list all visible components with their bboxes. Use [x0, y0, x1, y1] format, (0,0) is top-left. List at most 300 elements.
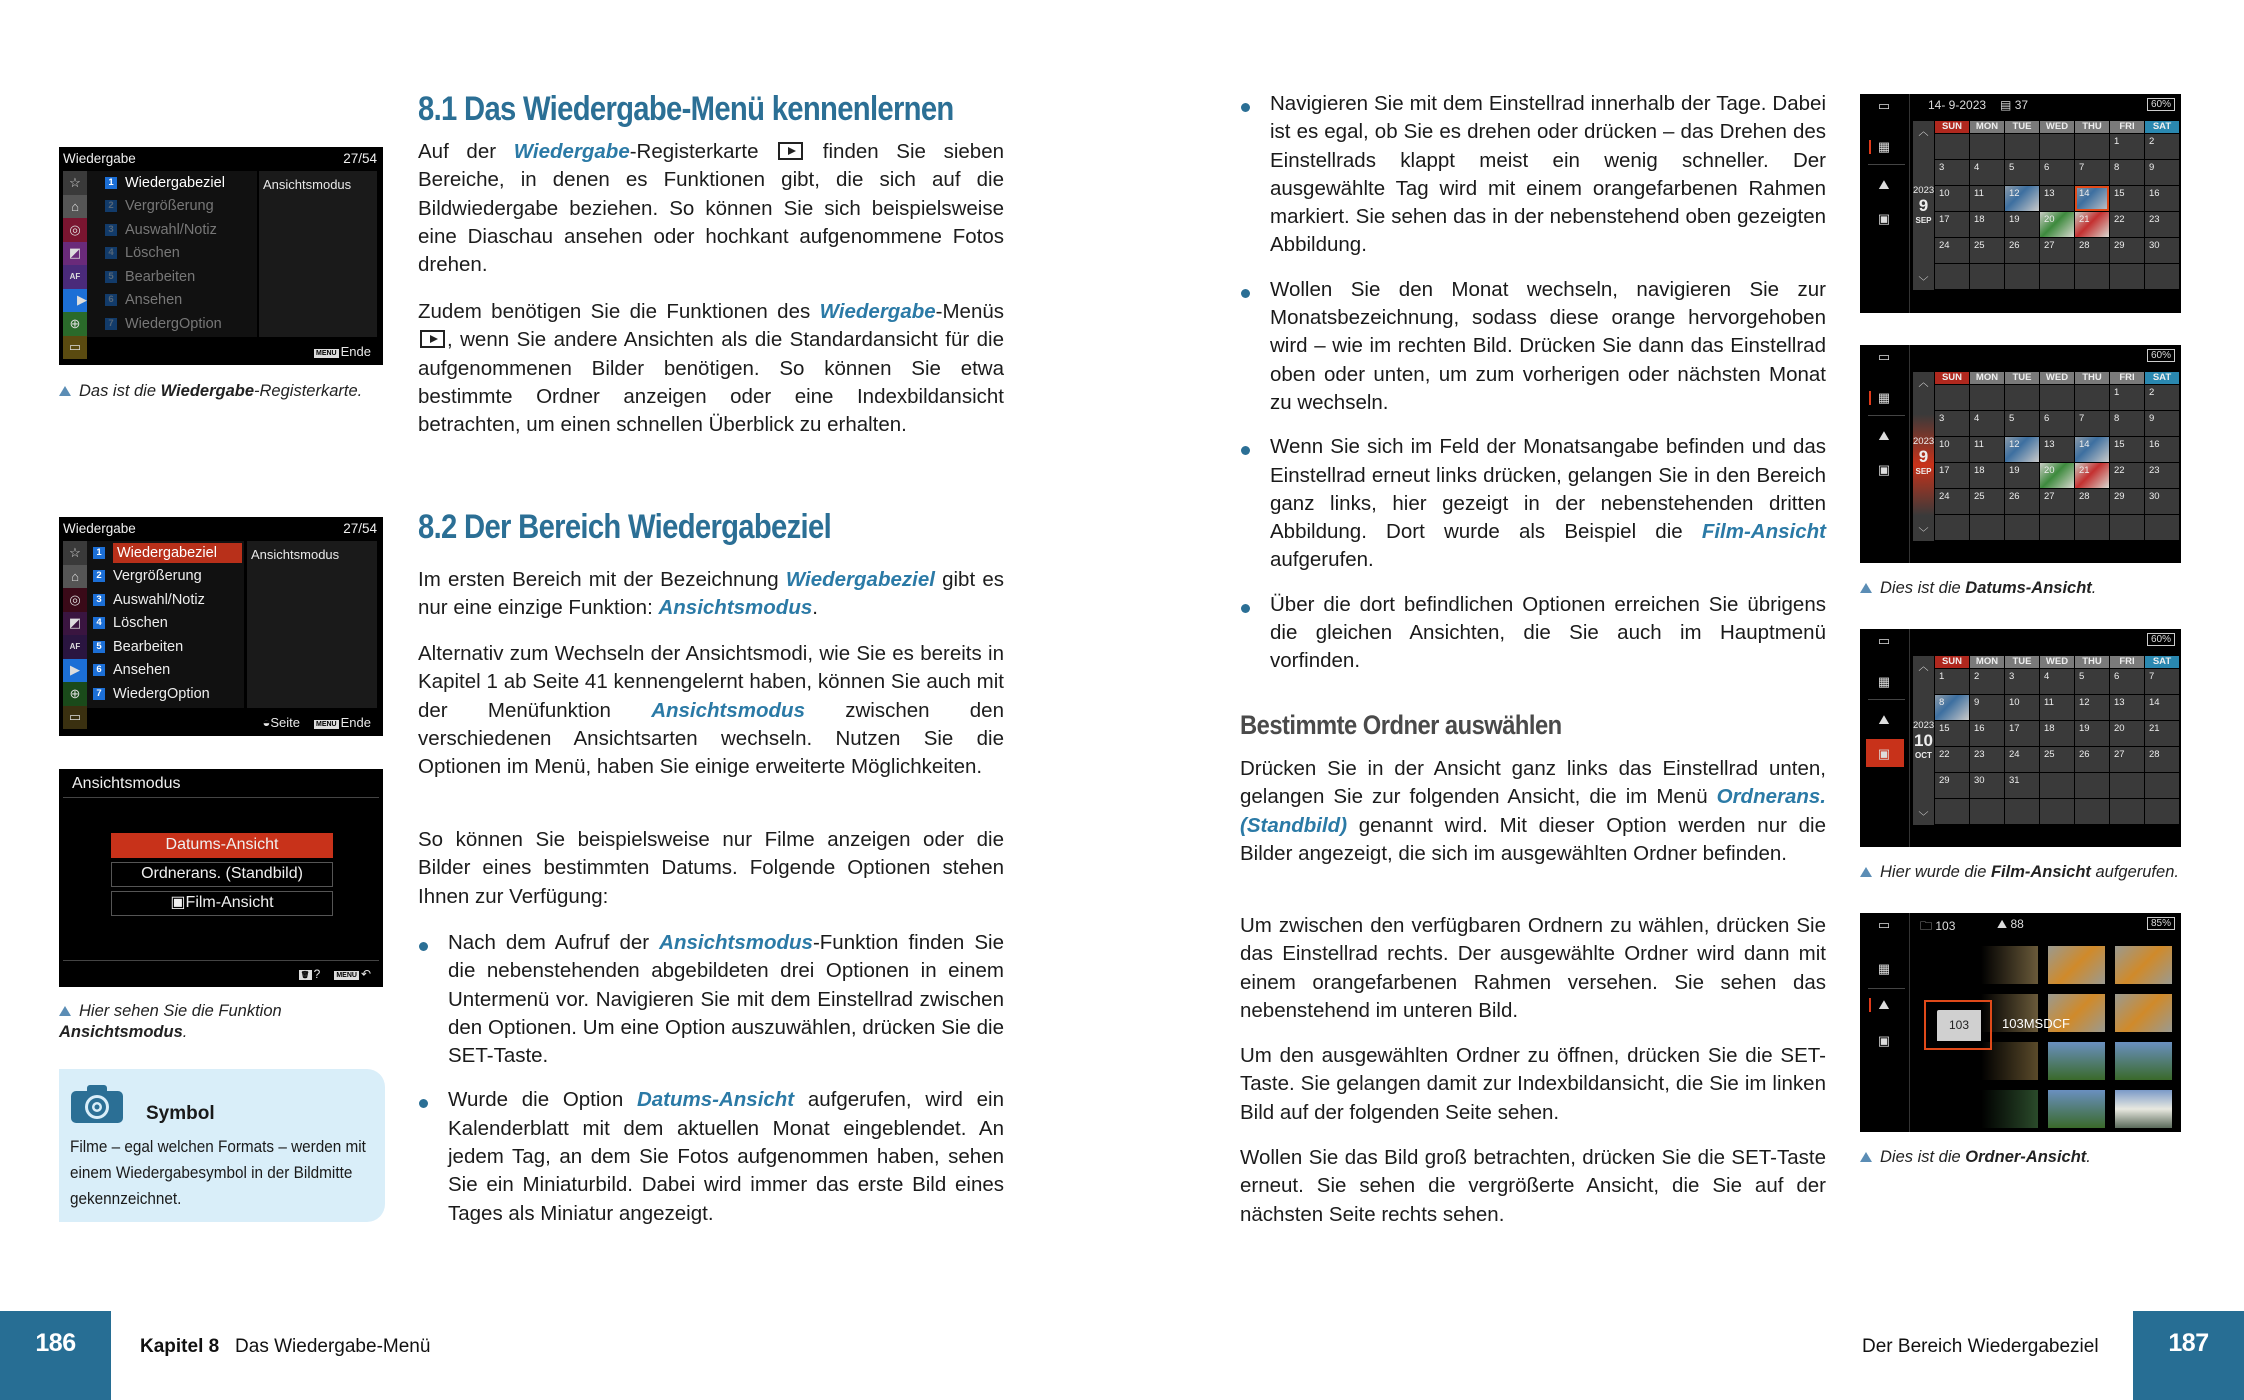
thumbnail[interactable] [2048, 1042, 2105, 1080]
calendar-day[interactable]: 23 [1970, 747, 2004, 772]
paragraph: Um zwischen den verfügbaren Ordnern zu wählen, drücken Sie das Einstellrad rechts. Der ausgewählte Ordner wird dann mit einem orangefarbenen Rahmen versehen. Sie sehen das nebenstehend im unteren Bild. [1240, 914, 1826, 1022]
weekday-header: SAT [2145, 121, 2179, 133]
thumbnail[interactable] [2048, 946, 2105, 984]
bullet-item: Wenn Sie sich im Feld der Monatsangabe befinden und das Einstellrad erneut links drücken, gelangen Sie in den Bereich ganz links, hier gezeigt in der nebenstehenden dritten Abbildung. Dort wurde als Beispiel die Film-Ansicht aufgerufen. [1240, 433, 1826, 574]
image-count: ▤ 37 [2000, 98, 2029, 112]
calendar-grid [1935, 656, 2179, 824]
calendar-day[interactable]: 29 [1935, 773, 1969, 798]
calendar-day[interactable]: 21 [2075, 463, 2109, 488]
bullet-list [418, 929, 1004, 1244]
calendar-day [2145, 799, 2179, 824]
calendar-day [2040, 773, 2074, 798]
image-count: ⛰ 88 [1997, 917, 2024, 931]
calendar-icon[interactable]: ▦ [1877, 139, 1891, 154]
calendar-day[interactable]: 2 [1970, 669, 2004, 694]
menu-sub-items: Ansichtsmodus [247, 541, 377, 708]
figure-caption: Hier wurde die Film-Ansicht aufgerufen. [1860, 862, 2200, 883]
figure-caption: Dies ist die Ordner-Ansicht. [1860, 1147, 2190, 1168]
calendar-day [2075, 264, 2109, 289]
page-number-left: 186 [0, 1311, 111, 1400]
chevron-down-icon[interactable]: ﹀ [1918, 277, 1929, 288]
calendar-day[interactable]: 5 [2005, 411, 2039, 436]
menu-button-icon: MENU [316, 350, 337, 357]
calendar-icon[interactable]: ▦ [1877, 390, 1891, 405]
calendar-day [2005, 515, 2039, 540]
calendar-day [2145, 515, 2179, 540]
folder-number: 🗀 103 [1920, 919, 1956, 933]
calendar-day[interactable]: 9 [1970, 695, 2004, 720]
calendar-day[interactable]: 5 [2005, 160, 2039, 185]
calendar-day[interactable]: 24 [2005, 747, 2039, 772]
calendar-day [2005, 385, 2039, 410]
calendar-day[interactable]: 7 [2145, 669, 2179, 694]
figure-caption: Das ist die Wiedergabe-Registerkarte. [59, 381, 389, 402]
paragraph: So können Sie beispielsweise nur Filme anzeigen oder die Bilder eines bestimmten Datums. Folgende Optionen stehen Ihnen zur Verfügung: [418, 828, 1004, 908]
weekday-header: TUE [2005, 372, 2039, 384]
film-icon: ▣ [170, 894, 186, 911]
calendar-day [2110, 515, 2144, 540]
figure-calendar-day-selected [1860, 94, 2181, 313]
paragraph: Im ersten Bereich mit der Bezeichnung Wiedergabeziel gibt es nur eine einzige Funktion: Ansichtsmodus. [418, 568, 1004, 620]
calendar-day[interactable]: 4 [2040, 669, 2074, 694]
weekday-header: SUN [1935, 656, 1969, 668]
calendar-day[interactable]: 1 [1935, 669, 1969, 694]
weekday-header: THU [2075, 121, 2109, 133]
chevron-up-icon[interactable]: ︿ [1918, 662, 1929, 673]
image-icon[interactable]: ⛰ [1878, 997, 1890, 1012]
memory-card-icon: ▭ [1877, 98, 1891, 113]
weekday-header: FRI [2110, 121, 2144, 133]
image-icon[interactable]: ⛰ [1878, 177, 1890, 192]
menu-item[interactable]: 7 WiedergOption [87, 682, 244, 706]
calendar-day[interactable]: 10 [1935, 186, 1969, 211]
calendar-day[interactable]: 3 [1935, 411, 1969, 436]
menu-item[interactable]: 4 Löschen [87, 242, 257, 266]
calendar-day[interactable]: 25 [2040, 747, 2074, 772]
calendar-day[interactable]: 23 [2145, 463, 2179, 488]
menu-sub-items: Ansichtsmodus [259, 171, 377, 337]
menu-page-count: 27/54 [343, 521, 377, 536]
calendar-day[interactable]: 30 [2145, 238, 2179, 263]
menu-item-selected[interactable]: 1 Wiedergabeziel [87, 541, 244, 565]
paragraph: Alternativ zum Wechseln der Ansichtsmodi, wie Sie es bereits in Kapitel 1 ab Seite 41 kennengelernt haben, können Sie auch mit der Menüfunktion Ansichtsmodus zwischen den verschiedenen Ansichtsarten wechseln. Nutzen Sie die Optionen im Menü, haben Sie einige erweiterte Möglichkeiten. [418, 642, 1004, 779]
calendar-day[interactable]: 12 [2005, 186, 2039, 211]
figure-ansichtsmodus [59, 769, 383, 987]
calendar-day[interactable]: 3 [2005, 669, 2039, 694]
calendar-day[interactable]: 21 [2075, 212, 2109, 237]
menu-page-count: 27/54 [343, 151, 377, 166]
calendar-day[interactable]: 8 [2110, 160, 2144, 185]
calendar-day[interactable]: 15 [2110, 186, 2144, 211]
weekday-header: TUE [2005, 656, 2039, 668]
calendar-icon[interactable]: ▦ [1877, 961, 1891, 976]
paragraph: Drücken Sie in der Ansicht ganz links das Einstellrad unten, gelangen Sie zur folgenden Ansicht, die im Menü Ordnerans. (Standbild) genannt wird. Mit dieser Option werden nur die Bilder angezeigt, die sich im ausgewählten Ordner befinden. [1240, 757, 1826, 865]
star-icon: ☆ [63, 541, 87, 565]
calendar-day[interactable]: 3 [1935, 160, 1969, 185]
af-mf-icon: AF [63, 265, 87, 289]
menu-item[interactable]: 3 Auswahl/Notiz [87, 218, 257, 242]
figure-calendar-month-selected [1860, 345, 2181, 563]
calendar-day[interactable]: 2 [2145, 385, 2179, 410]
calendar-day [1935, 515, 1969, 540]
calendar-grid [1935, 121, 2179, 289]
toolbox-icon: ▭ [63, 336, 87, 360]
menu-item[interactable]: 5 Bearbeiten [87, 635, 244, 659]
folder-icon: 103 [1937, 1010, 1981, 1041]
calendar-day [1935, 799, 1969, 824]
month-selector[interactable]: ︿ 2023 10 OCT ﹀ [1913, 656, 1934, 825]
calendar-day[interactable]: 12 [2075, 695, 2109, 720]
weekday-header: MON [1970, 372, 2004, 384]
thumbnail[interactable] [2048, 1090, 2105, 1128]
calendar-day [2005, 134, 2039, 159]
playback-icon [420, 330, 445, 348]
chevron-up-icon[interactable]: ︿ [1918, 378, 1929, 389]
calendar-day[interactable]: 20 [2110, 721, 2144, 746]
triangle-icon [1860, 583, 1872, 593]
weekday-header: SAT [2145, 372, 2179, 384]
calendar-day [2145, 264, 2179, 289]
selection-marker [1869, 998, 1871, 1012]
bullet-list [1240, 90, 1826, 692]
triangle-icon [1860, 867, 1872, 877]
calendar-day[interactable]: 6 [2040, 160, 2074, 185]
weekday-header: WED [2040, 121, 2074, 133]
battery-indicator: 60% [2147, 98, 2175, 111]
thumbnail[interactable] [2115, 994, 2172, 1032]
calendar-day [1970, 264, 2004, 289]
menu-items [87, 541, 244, 708]
calendar-day[interactable]: 20 [2040, 212, 2074, 237]
weekday-header: WED [2040, 372, 2074, 384]
calendar-day[interactable]: 8 [2110, 411, 2144, 436]
calendar-day[interactable]: 24 [1935, 238, 1969, 263]
selection-marker [1869, 391, 1871, 405]
image-icon: ⛰ [1997, 917, 2008, 931]
option-film-ansicht[interactable]: ▣Film-Ansicht [111, 891, 333, 916]
calendar-day[interactable]: 17 [2005, 721, 2039, 746]
figure-caption: Hier sehen Sie die Funktion Ansichtsmodus. [59, 1002, 282, 1041]
calendar-day [2110, 799, 2144, 824]
thumbnail[interactable] [1981, 1090, 2038, 1128]
submenu-footer: 🗑 ? MENU ↶ [300, 967, 371, 981]
calendar-day[interactable]: 30 [2145, 489, 2179, 514]
calendar-day[interactable]: 27 [2110, 747, 2144, 772]
battery-indicator: 85% [2147, 917, 2175, 930]
calendar-day [2005, 799, 2039, 824]
calendar-day[interactable]: 6 [2110, 669, 2144, 694]
calendar-day [1935, 134, 1969, 159]
bullet-item: Wollen Sie den Monat wechseln, navigieren Sie zur Monatsbezeichnung, sodass diese orange hervorgehoben wird – wie im rechten Bild. Drücken Sie dann das Einstellrad oben oder unten, um zum vorherigen oder nächsten Monat zu wechseln. [1240, 276, 1826, 417]
calendar-day [2040, 385, 2074, 410]
menu-item[interactable]: 7 WiedergOption [87, 312, 257, 336]
calendar-day[interactable]: 18 [1970, 212, 2004, 237]
menu-item[interactable]: 1 Wiedergabeziel [87, 171, 257, 195]
paragraph: Wollen Sie das Bild groß betrachten, drücken Sie die SET-Taste erneut. Sie sehen die vergrößerte Ansicht, die Sie auf der nächsten Seite rechts sehen. [1240, 1146, 1826, 1226]
calendar-icon[interactable]: ▦ [1877, 674, 1891, 689]
calendar-day[interactable]: 12 [2005, 437, 2039, 462]
calendar-day [2145, 773, 2179, 798]
triangle-icon [1860, 1152, 1872, 1162]
calendar-day [2110, 264, 2144, 289]
memory-card-icon: ▭ [1877, 917, 1891, 932]
calendar-day[interactable]: 13 [2040, 186, 2074, 211]
section-heading-8-2: 8.2 Der Bereich Wiedergabeziel [418, 508, 832, 546]
menu-footer: ◒Seite MENU Ende [262, 715, 371, 730]
selected-folder-frame[interactable] [1924, 1000, 1992, 1050]
weekday-header: TUE [2005, 121, 2039, 133]
calendar-day[interactable]: 26 [2005, 238, 2039, 263]
calendar-day[interactable]: 9 [2145, 160, 2179, 185]
thumbnail[interactable] [2115, 946, 2172, 984]
calendar-day[interactable]: 15 [2110, 437, 2144, 462]
calendar-day[interactable]: 25 [1970, 489, 2004, 514]
chevron-down-icon[interactable]: ﹀ [1918, 528, 1929, 539]
figure-wiedergabeziel-selected [59, 517, 383, 736]
calendar-day[interactable]: 7 [2075, 160, 2109, 185]
calendar-day[interactable]: 4 [1970, 160, 2004, 185]
thumbnail[interactable] [2115, 1042, 2172, 1080]
calendar-day[interactable]: 19 [2005, 212, 2039, 237]
calendar-day[interactable]: 26 [2005, 489, 2039, 514]
info-box-text: Filme – egal welchen Formats – werden mit einem Wiedergabesymbol in der Bildmitte gekennzeichnet. [70, 1137, 366, 1208]
film-icon[interactable]: ▣ [1877, 211, 1891, 226]
menu-tab-strip [63, 171, 87, 359]
calendar-day [2075, 773, 2109, 798]
info-box-title: Symbol [146, 1103, 215, 1124]
film-icon[interactable]: ▣ [1877, 462, 1891, 477]
calendar-day [1970, 799, 2004, 824]
menu-item[interactable]: 6 Ansehen [87, 289, 257, 313]
menu-title: Wiedergabe [63, 151, 136, 166]
memory-card-icon: ▭ [1877, 633, 1891, 648]
calendar-day [1970, 134, 2004, 159]
menu-footer: MENU Ende [316, 344, 371, 359]
running-head-right: Der Bereich Wiedergabeziel [1862, 1336, 2099, 1357]
calendar-day[interactable]: 29 [2110, 489, 2144, 514]
subheading: Bestimmte Ordner auswählen [1240, 710, 1562, 740]
menu-item[interactable]: 5 Bearbeiten [87, 265, 257, 289]
calendar-day[interactable]: 7 [2075, 411, 2109, 436]
image-icon[interactable]: ⛰ [1878, 712, 1890, 727]
menu-title: Wiedergabe [63, 521, 136, 536]
menu-item[interactable]: 4 Löschen [87, 612, 244, 636]
menu-button-icon: MENU [316, 721, 337, 728]
calendar-day [1970, 515, 2004, 540]
calendar-day [2075, 515, 2109, 540]
menu-item[interactable]: 2 Vergrößerung [87, 195, 257, 219]
home-icon: ⌂ [63, 195, 87, 219]
option-ordneransicht[interactable]: Ordnerans. (Standbild) [111, 862, 333, 887]
menu-tab-strip [63, 541, 87, 729]
playback-icon: ▶ [63, 289, 101, 313]
memory-card-icon: ▭ [1877, 349, 1891, 364]
current-date: 14- 9-2023 [1928, 98, 1987, 112]
calendar-day [2075, 799, 2109, 824]
network-icon: ⊕ [63, 682, 87, 706]
paragraph: Auf der Wiedergabe-Registerkarte finden Sie sieben Bereiche, in denen es Funktionen gibt, die sich auf die Bildwiedergabe beziehen. So können Sie sich beispielsweise eine Diaschau ansehen oder hochkant aufgenommene Fotos drehen. [418, 140, 1005, 277]
calendar-day [1935, 385, 1969, 410]
calendar-day[interactable]: 28 [2145, 747, 2179, 772]
network-icon: ⊕ [63, 312, 87, 336]
calendar-day[interactable]: 4 [1970, 411, 2004, 436]
calendar-day[interactable]: 24 [1935, 489, 1969, 514]
calendar-day[interactable]: 14 [2145, 695, 2179, 720]
af-mf-icon: AF [63, 635, 87, 659]
figure-wiedergabe-menu-tab [59, 147, 383, 365]
month-selector-highlighted[interactable]: ︿ 2023 9 SEP ﹀ [1913, 372, 1934, 541]
calendar-day[interactable]: 26 [2075, 747, 2109, 772]
weekday-header: MON [1970, 121, 2004, 133]
bullet-item: Wurde die Option Datums-Ansicht aufgerufen, wird ein Kalenderblatt mit dem aktuellen Monat eingeblendet. An jedem Tag, an dem Sie Fotos aufgenommen haben, sehen Sie ein Miniaturbild. Dabei wird immer das erste Bild eines Tages als Miniatur angezeigt. [418, 1086, 1004, 1227]
toolbox-icon: ▭ [63, 706, 87, 730]
figure-calendar-film-view [1860, 629, 2181, 847]
calendar-day[interactable]: 10 [1935, 437, 1969, 462]
calendar-day[interactable]: 22 [2110, 212, 2144, 237]
info-box [59, 1069, 385, 1222]
calendar-day [2040, 799, 2074, 824]
chevron-down-icon[interactable]: ﹀ [1918, 812, 1929, 823]
exposure-icon: ◩ [63, 612, 87, 636]
thumbnail[interactable] [1981, 946, 2038, 984]
paragraph: Zudem benötigen Sie die Funktionen des Wiedergabe-Menüs , wenn Sie andere Ansichten als die Standardansicht für die aufgenommenen Bilder benötigen. So können Sie etwa bestimmte Ordner anzeigen oder eine Indexbildansicht betrachten, um einen schnellen Überblick zu erhalten. [418, 300, 1004, 437]
divider [63, 797, 379, 798]
back-icon: ↶ [360, 967, 371, 981]
calendar-day[interactable]: 28 [2075, 489, 2109, 514]
calendar-day[interactable]: 14 [2075, 186, 2109, 211]
camera-icon: ◎ [63, 588, 87, 612]
calendar-day[interactable]: 9 [2145, 411, 2179, 436]
calendar-day[interactable]: 15 [1935, 721, 1969, 746]
calendar-day[interactable]: 27 [2040, 489, 2074, 514]
menu-item[interactable]: 3 Auswahl/Notiz [87, 588, 244, 612]
calendar-day[interactable]: 13 [2040, 437, 2074, 462]
calendar-day [2040, 264, 2074, 289]
calendar-day[interactable]: 8 [1935, 695, 1969, 720]
camera-icon [71, 1083, 123, 1123]
calendar-day[interactable]: 1 [2110, 385, 2144, 410]
weekday-header: FRI [2110, 372, 2144, 384]
calendar-day[interactable]: 23 [2145, 212, 2179, 237]
triangle-icon [59, 386, 71, 396]
calendar-day[interactable]: 21 [2145, 721, 2179, 746]
bullet-item: Navigieren Sie mit dem Einstellrad innerhalb der Tage. Dabei ist es egal, ob Sie es drehen oder drücken – das Drehen des Einstellrads klappt meist ein wenig schneller. Der ausgewählte Tag wird mit einem orangefarbenen Rahmen markiert. Sie sehen das in der nebenstehend oben gezeigten Abbildung. [1240, 90, 1826, 260]
home-icon: ⌂ [63, 565, 87, 589]
playback-icon: ▶ [63, 659, 87, 683]
calendar-day [2040, 134, 2074, 159]
image-icon[interactable]: ⛰ [1878, 428, 1890, 443]
calendar-day[interactable]: 22 [2110, 463, 2144, 488]
calendar-day[interactable]: 22 [1935, 747, 1969, 772]
month-selector[interactable]: ︿ 2023 9 SEP ﹀ [1913, 121, 1934, 290]
calendar-day[interactable]: 13 [2110, 695, 2144, 720]
exposure-icon: ◩ [63, 242, 87, 266]
calendar-day[interactable]: 29 [2110, 238, 2144, 263]
calendar-day[interactable]: 2 [2145, 134, 2179, 159]
battery-indicator: 60% [2147, 349, 2175, 362]
calendar-day[interactable]: 17 [1935, 463, 1969, 488]
bullet-item: Nach dem Aufruf der Ansichtsmodus-Funktion finden Sie die nebenstehenden abgebildeten drei Optionen in einem Untermenü vor. Navigieren Sie mit dem Einstellrad zwischen den Optionen. Um eine Option auszuwählen, drücken Sie die SET-Taste. [418, 929, 1004, 1070]
calendar-day[interactable]: 19 [2075, 721, 2109, 746]
section-heading-8-1: 8.1 Das Wiedergabe-Menü kennenlernen [418, 90, 954, 128]
folder-icon: 🗀 [1920, 919, 1933, 933]
calendar-day[interactable]: 16 [2145, 186, 2179, 211]
film-icon[interactable]: ▣ [1877, 1033, 1891, 1048]
calendar-day[interactable]: 5 [2075, 669, 2109, 694]
calendar-day[interactable]: 17 [1935, 212, 1969, 237]
calendar-day[interactable]: 16 [1970, 721, 2004, 746]
calendar-day[interactable]: 25 [1970, 238, 2004, 263]
dial-icon: ◒ [262, 715, 271, 730]
calendar-day[interactable]: 10 [2005, 695, 2039, 720]
trash-icon: 🗑 [300, 972, 310, 979]
calendar-day[interactable]: 11 [2040, 695, 2074, 720]
calendar-day[interactable]: 27 [2040, 238, 2074, 263]
weekday-header: THU [2075, 372, 2109, 384]
film-icon[interactable]: ▣ [1877, 746, 1891, 761]
weekday-header: SUN [1935, 121, 1969, 133]
calendar-day [2075, 385, 2109, 410]
calendar-day[interactable]: 6 [2040, 411, 2074, 436]
star-icon: ☆ [63, 171, 87, 195]
submenu-title: Ansichtsmodus [72, 775, 181, 792]
bullet-item: Über die dort befindlichen Optionen erreichen Sie übrigens die gleichen Ansichten, die Sie auch im Hauptmenü vorfinden. [1240, 591, 1826, 676]
calendar-day [2005, 264, 2039, 289]
calendar-day[interactable]: 1 [2110, 134, 2144, 159]
calendar-day[interactable]: 20 [2040, 463, 2074, 488]
weekday-header: FRI [2110, 656, 2144, 668]
weekday-header: THU [2075, 656, 2109, 668]
folder-name: 103MSDCF [2002, 1016, 2070, 1031]
menu-item[interactable]: 6 Ansehen [87, 659, 244, 683]
weekday-header: WED [2040, 656, 2074, 668]
option-datums-ansicht[interactable]: Datums-Ansicht [111, 833, 333, 858]
calendar-day [2075, 134, 2109, 159]
calendar-day[interactable]: 18 [2040, 721, 2074, 746]
figure-folder-view [1860, 913, 2181, 1132]
chevron-up-icon[interactable]: ︿ [1918, 127, 1929, 138]
battery-indicator: 60% [2147, 633, 2175, 646]
camera-icon: ◎ [63, 218, 87, 242]
weekday-header: SAT [2145, 656, 2179, 668]
calendar-day[interactable]: 19 [2005, 463, 2039, 488]
menu-item[interactable]: 2 Vergrößerung [87, 565, 244, 589]
calendar-day[interactable]: 18 [1970, 463, 2004, 488]
weekday-header: SUN [1935, 372, 1969, 384]
paragraph: Um den ausgewählten Ordner zu öffnen, drücken Sie die SET-Taste. Sie gelangen damit zur Indexbildansicht, die Sie im linken Bild auf der folgenden Seite sehen. [1240, 1044, 1826, 1124]
figure-caption: Dies ist die Datums-Ansicht. [1860, 578, 2190, 599]
calendar-day[interactable]: 11 [1970, 437, 2004, 462]
selection-marker [1869, 140, 1871, 154]
calendar-day[interactable]: 11 [1970, 186, 2004, 211]
calendar-day [1935, 264, 1969, 289]
calendar-day[interactable]: 14 [2075, 437, 2109, 462]
weekday-header: MON [1970, 656, 2004, 668]
image-stack-icon: ▤ [2000, 98, 2012, 112]
calendar-day [2110, 773, 2144, 798]
running-head-left: Kapitel 8 Das Wiedergabe-Menü [140, 1336, 431, 1357]
triangle-icon [59, 1006, 71, 1016]
calendar-day[interactable]: 30 [1970, 773, 2004, 798]
menu-button-icon: MENU [336, 972, 357, 979]
divider [63, 960, 379, 961]
calendar-day[interactable]: 28 [2075, 238, 2109, 263]
calendar-day[interactable]: 16 [2145, 437, 2179, 462]
thumbnail[interactable] [2115, 1090, 2172, 1128]
page-number-right: 187 [2133, 1311, 2244, 1400]
menu-items [87, 171, 257, 337]
calendar-day[interactable]: 31 [2005, 773, 2039, 798]
